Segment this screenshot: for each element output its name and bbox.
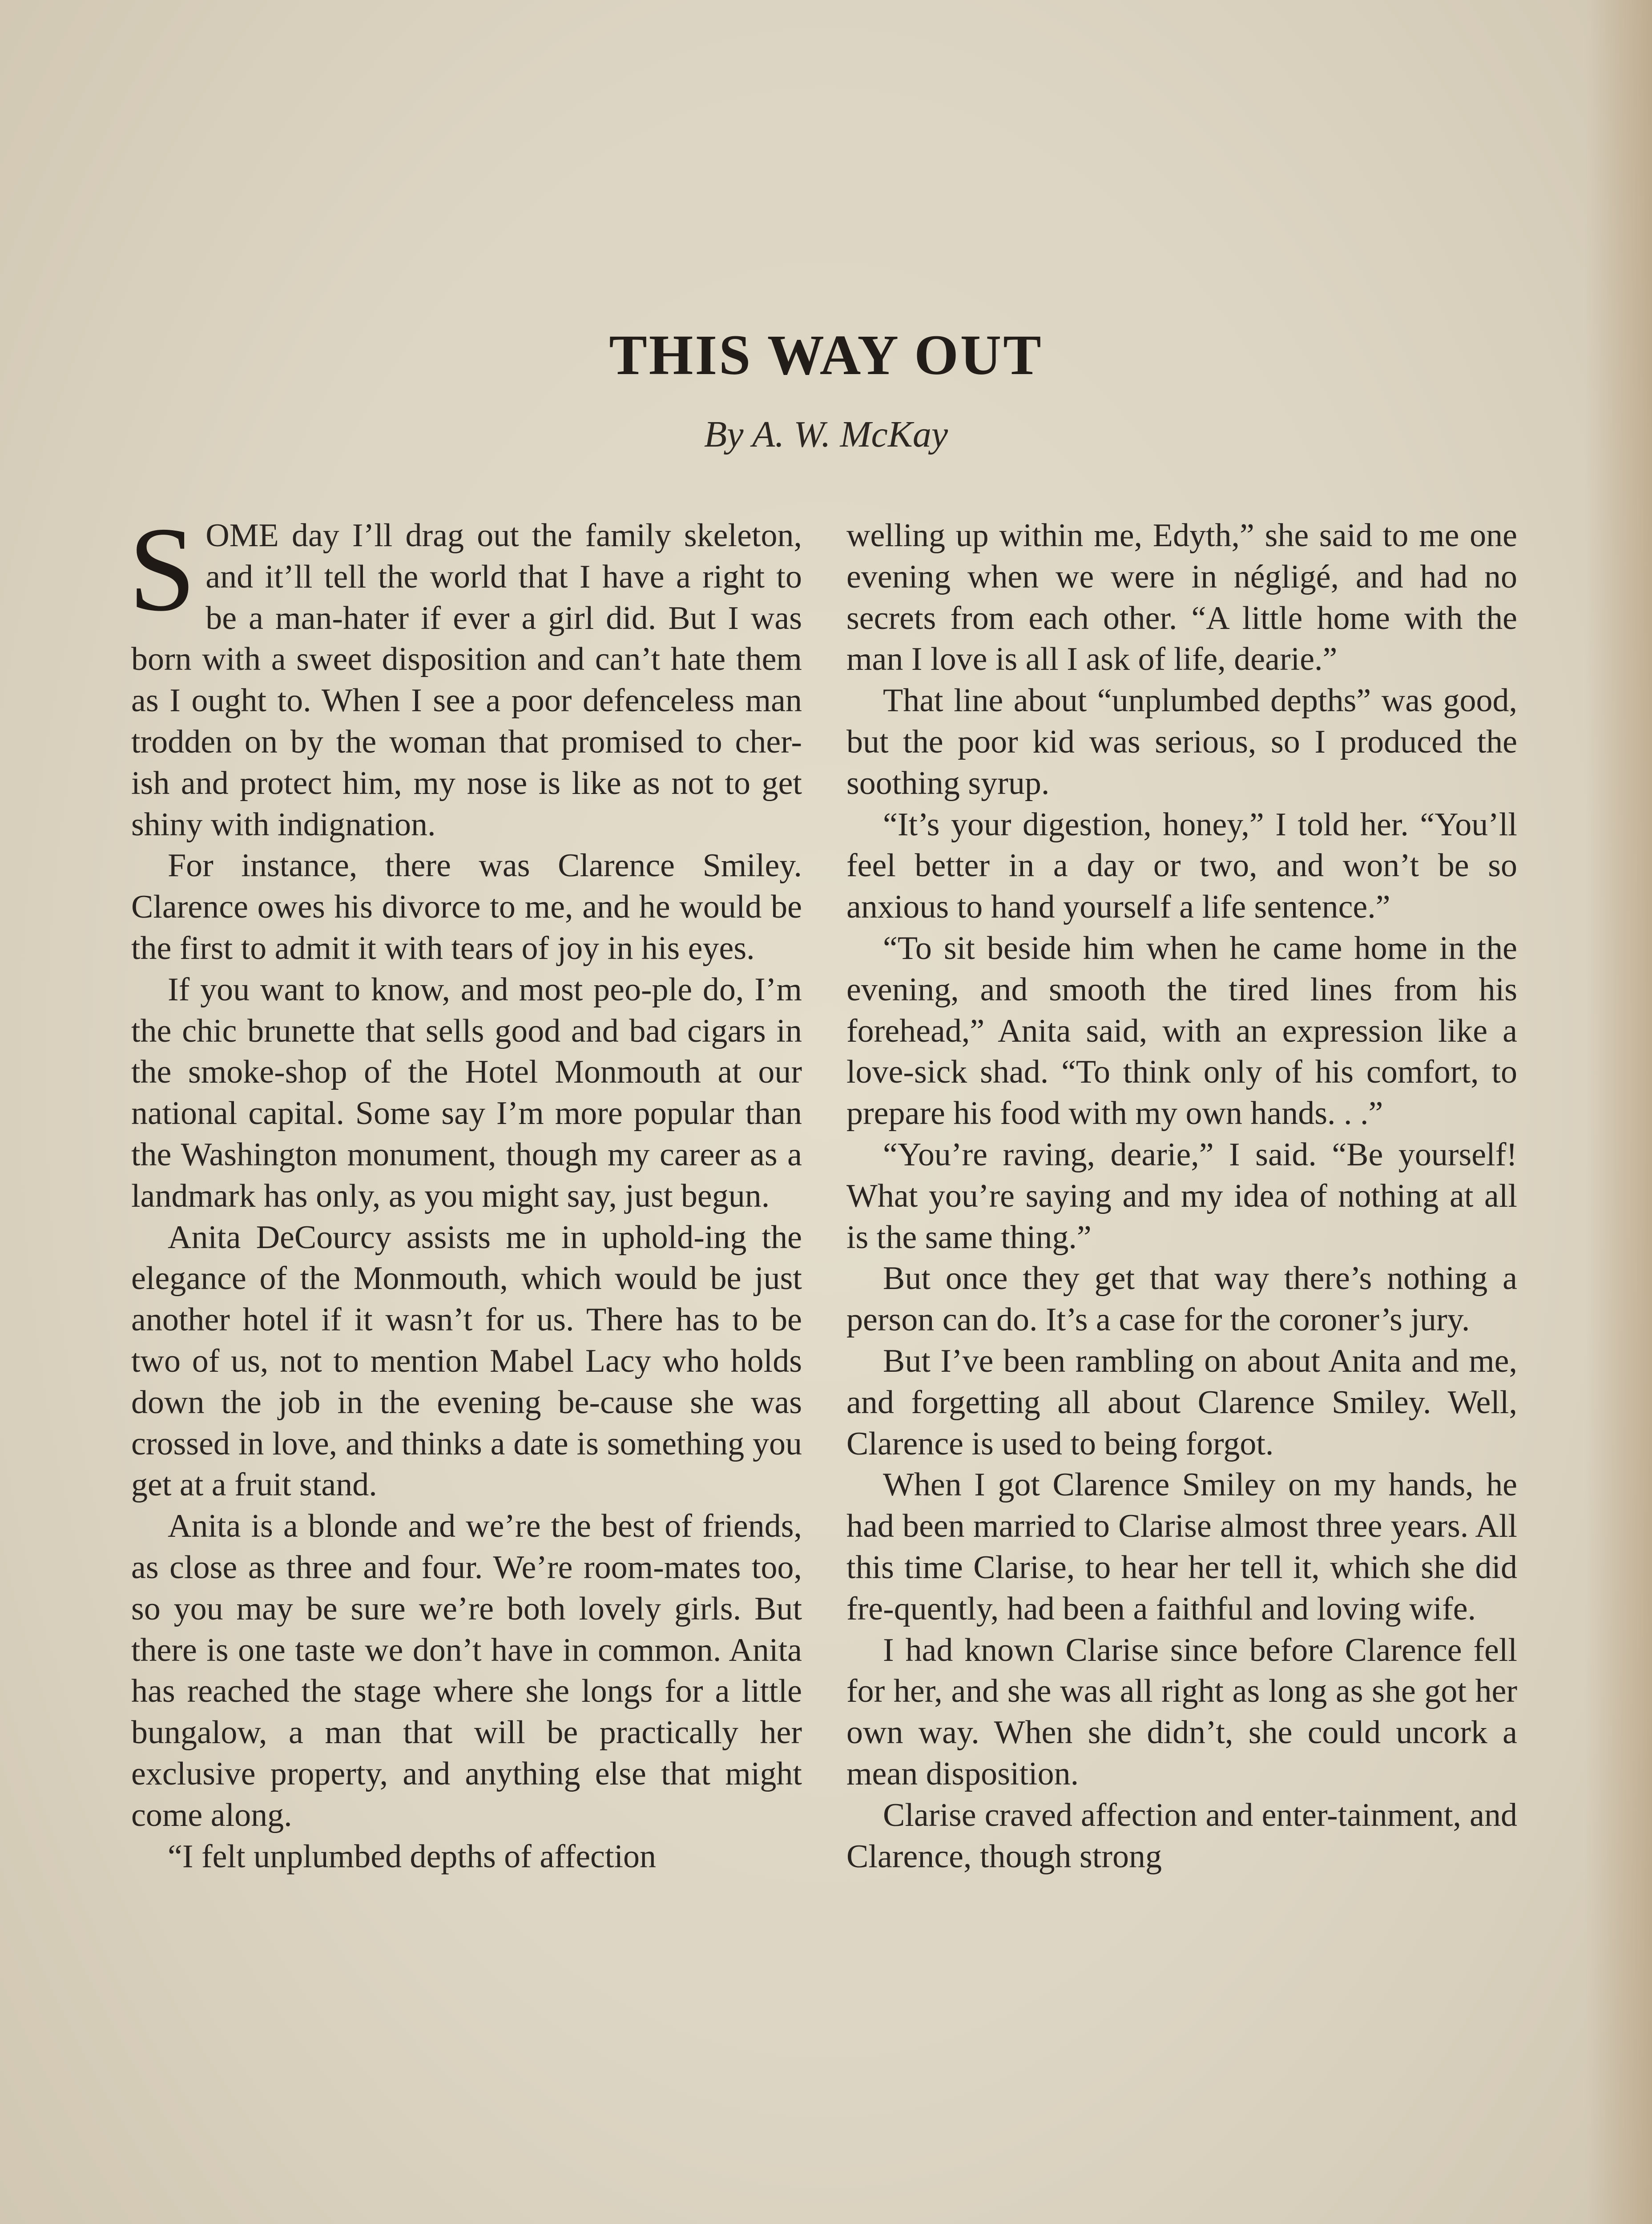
paragraph: For instance, there was Clarence Smiley. Clarence owes his divorce to me, and he would be the first to admit it with tears of joy in his eyes. — [131, 847, 802, 967]
article-title: THIS WAY OUT — [609, 323, 1043, 387]
article-byline: By A. W. McKay — [704, 414, 948, 455]
paragraph: If you want to know, and most peo-ple do, I’m the chic brunette that sells good and bad cigars in the smoke-shop of the Hotel Monmouth at our national capital. Some say I’m more popular than the Washington monument, though my career as a landmark has only, as you might say, just begun. — [131, 971, 802, 1214]
paragraph: “To sit beside him when he came home in the evening, and smooth the tired lines from his forehead,” Anita said, with an expression like a love-sick shad. “To think only of his comfort, to prepare his food with my own hands. . .” — [846, 930, 1517, 1132]
left-column — [129, 502, 802, 1877]
continued-paragraph: welling up within me, Edyth,” she said to me one evening when we were in négligé, and had no secrets from each other. “A little home with the man I love is all I ask of life, dearie.” — [846, 517, 1517, 678]
opening-paragraph — [129, 502, 802, 845]
paragraph: “It’s your digestion, honey,” I told her. “You’ll feel better in a day or two, and won’t be so anxious to hand yourself a life sentence.” — [846, 806, 1517, 926]
drop-cap: S — [129, 502, 196, 636]
paragraph-text: OME day I’ll drag out the family skeleton, and it’ll tell the world that I have a right to be a man-hater if ever a girl did. But I was born with a sweet disposition and can’t hate them as I ought to. When I see a poor defenceless man trodden on by the woman that promised to cher-ish and protect him, my nose is like as not to get shiny with indignation. — [131, 517, 802, 843]
paragraph: Anita DeCourcy assists me in uphold-ing the elegance of the Monmouth, which would be just another hotel if it wasn’t for us. There has to be two of us, not to mention Mabel Lacy who holds down the job in the evening be-cause she was crossed in love, and thinks a date is something you get at a fruit stand. — [131, 1219, 802, 1503]
paragraph: That line about “unplumbed depths” was good, but the poor kid was serious, so I produced the soothing syrup. — [846, 682, 1517, 802]
paragraph: I had known Clarise since before Clarence fell for her, and she was all right as long as she got her own way. When she didn’t, she could uncork a mean disposition. — [846, 1632, 1517, 1792]
paragraph: But I’ve been rambling on about Anita and me, and forgetting all about Clarence Smiley. Well, Clarence is used to being forgot. — [846, 1342, 1517, 1462]
paragraph: “You’re raving, dearie,” I said. “Be yourself! What you’re saying and my idea of nothing at all is the same thing.” — [846, 1136, 1517, 1256]
paragraph: When I got Clarence Smiley on my hands, he had been married to Clarise almost three years. All this time Clarise, to hear her tell it, which she did fre-quently, had been a faithful and loving wife. — [846, 1467, 1517, 1627]
paragraph: Clarise craved affection and enter-tainment, and Clarence, though strong — [846, 1797, 1517, 1875]
right-column — [846, 515, 1517, 1877]
paragraph: Anita is a blonde and we’re the best of friends, as close as three and four. We’re room-mates too, so you may be sure we’re both lovely girls. But there is one taste we don’t have in common. Anita has reached the stage where she longs for a little bungalow, a man that will be practically her exclusive property, and anything else that might come along. — [131, 1508, 802, 1833]
paragraph: But once they get that way there’s nothing a person can do. It’s a case for the coroner’s jury. — [846, 1260, 1517, 1338]
paragraph: “I felt unplumbed depths of affection — [168, 1838, 657, 1875]
